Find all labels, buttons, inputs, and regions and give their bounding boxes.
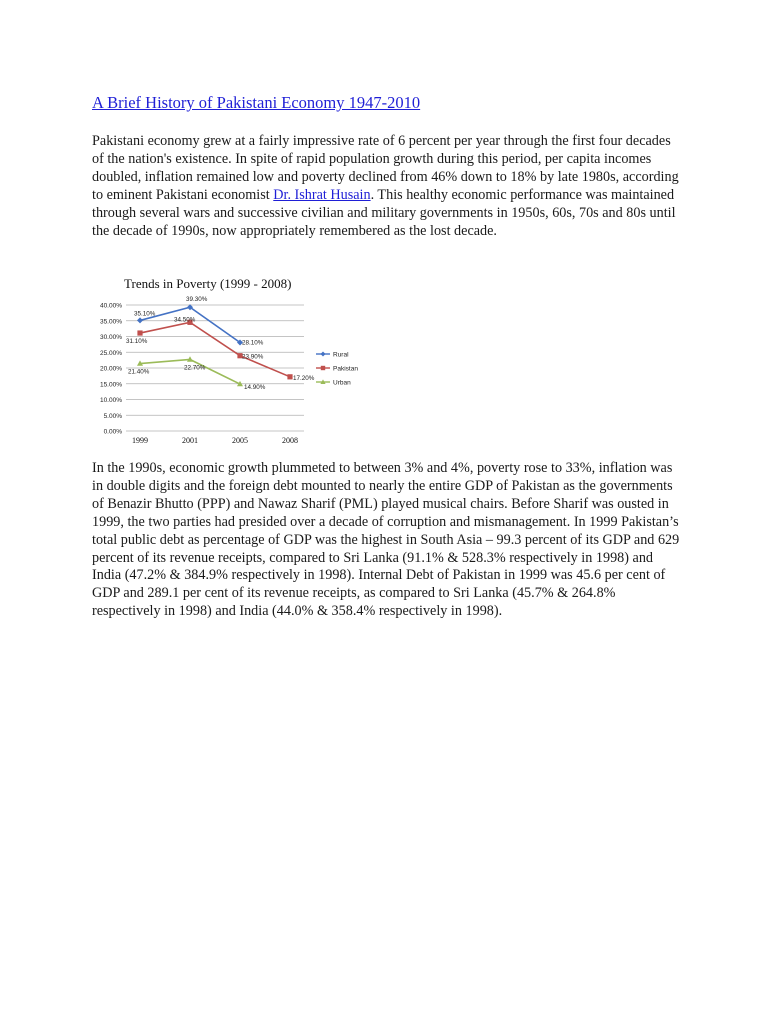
legend-label: Pakistan (333, 365, 358, 373)
y-tick-label: 10.00% (99, 397, 122, 404)
y-tick-label: 30.00% (99, 334, 122, 341)
x-tick-label: 2008 (282, 436, 298, 445)
y-tick-label: 0.00% (103, 428, 122, 436)
data-label: 31.10% (126, 338, 148, 346)
y-tick-label: 15.00% (99, 381, 122, 389)
y-tick-label: 20.00% (99, 365, 122, 373)
data-label: 23.90% (242, 353, 264, 361)
data-label: 34.50% (174, 316, 196, 324)
legend-label: Urban (333, 379, 351, 387)
legend-label: Rural (333, 351, 349, 359)
y-tick-label: 5.00% (103, 412, 122, 420)
data-label: 17.20% (293, 374, 315, 382)
nineties-paragraph: In the 1990s, economic growth plummeted to between 3% and 4%, poverty rose to 33%, inflation was in double digits and the foreign debt mounted to nearly the entire GDP of Pakistan as the governments of Benazir Bhutto (PPP) and Nawaz Sharif (PML) played musical chairs. Before Sharif was ousted in 1999, the two parties had presided over a decade of corruption and mismanagement. In 1999 Pakistan’s total public debt as percentage of GDP was the highest in South Asia – 99.3 percent of its GDP and 629 percent of its revenue receipts, compared to Sri Lanka (91.1% & 528.3% respectively in 1998) and India (47.2% & 384.9% respectively in 1998). Internal Debt of Pakistan in 1999 was 45.6 per cent of GDP and 289.1 per cent of its revenue receipts, as compared to Sri Lanka (45.7% & 264.8% respectively in 1998) and India (44.0% & 358.4% respectively in 1998). (92, 460, 680, 620)
data-label: 28.10% (242, 339, 264, 347)
intro-text-end: . This healthy economic performance was maintained through several wars and successive civilian and military governments in 1950s, 60s, 70s and 80s until the decade of 1990s, now appropriately remembered as the lost decade. (92, 186, 676, 239)
y-tick-label: 25.00% (99, 349, 122, 357)
data-label: 22.70% (184, 364, 206, 372)
intro-paragraph (92, 133, 682, 240)
article-title[interactable]: A Brief History of Pakistani Economy 1947-2010 (92, 93, 421, 112)
legend-marker (321, 366, 325, 370)
data-label: 39.30% (186, 296, 208, 304)
data-label: 35.10% (134, 310, 156, 318)
y-tick-label: 40.00% (99, 302, 122, 310)
chart-svg (86, 270, 376, 450)
y-tick-label: 35.00% (99, 318, 122, 326)
poverty-trends-chart (86, 270, 376, 450)
ishrat-husain-link[interactable]: Dr. Ishrat Husain (273, 186, 371, 203)
series-line-pakistan (140, 322, 290, 376)
data-label: 14.90% (244, 384, 266, 392)
x-tick-label: 2005 (232, 436, 248, 445)
point-marker (137, 317, 143, 323)
series-line-urban (140, 359, 240, 384)
intro-text-start: Pakistani economy grew at a fairly impressive rate of 6 percent per year through the first four decades of the nation's existence. In spite of rapid population growth during this period, per capita incomes doubled, inflation remained low and poverty declined from 46% down to 18% by late 1980s, according to eminent Pakistani economist (92, 133, 679, 203)
legend-marker (321, 352, 326, 357)
chart-title: Trends in Poverty (1999 - 2008) (124, 276, 292, 291)
data-label: 21.40% (128, 368, 150, 376)
x-tick-label: 2001 (182, 436, 198, 445)
point-marker (137, 330, 142, 335)
point-marker (287, 374, 292, 379)
x-tick-label: 1999 (132, 436, 148, 445)
